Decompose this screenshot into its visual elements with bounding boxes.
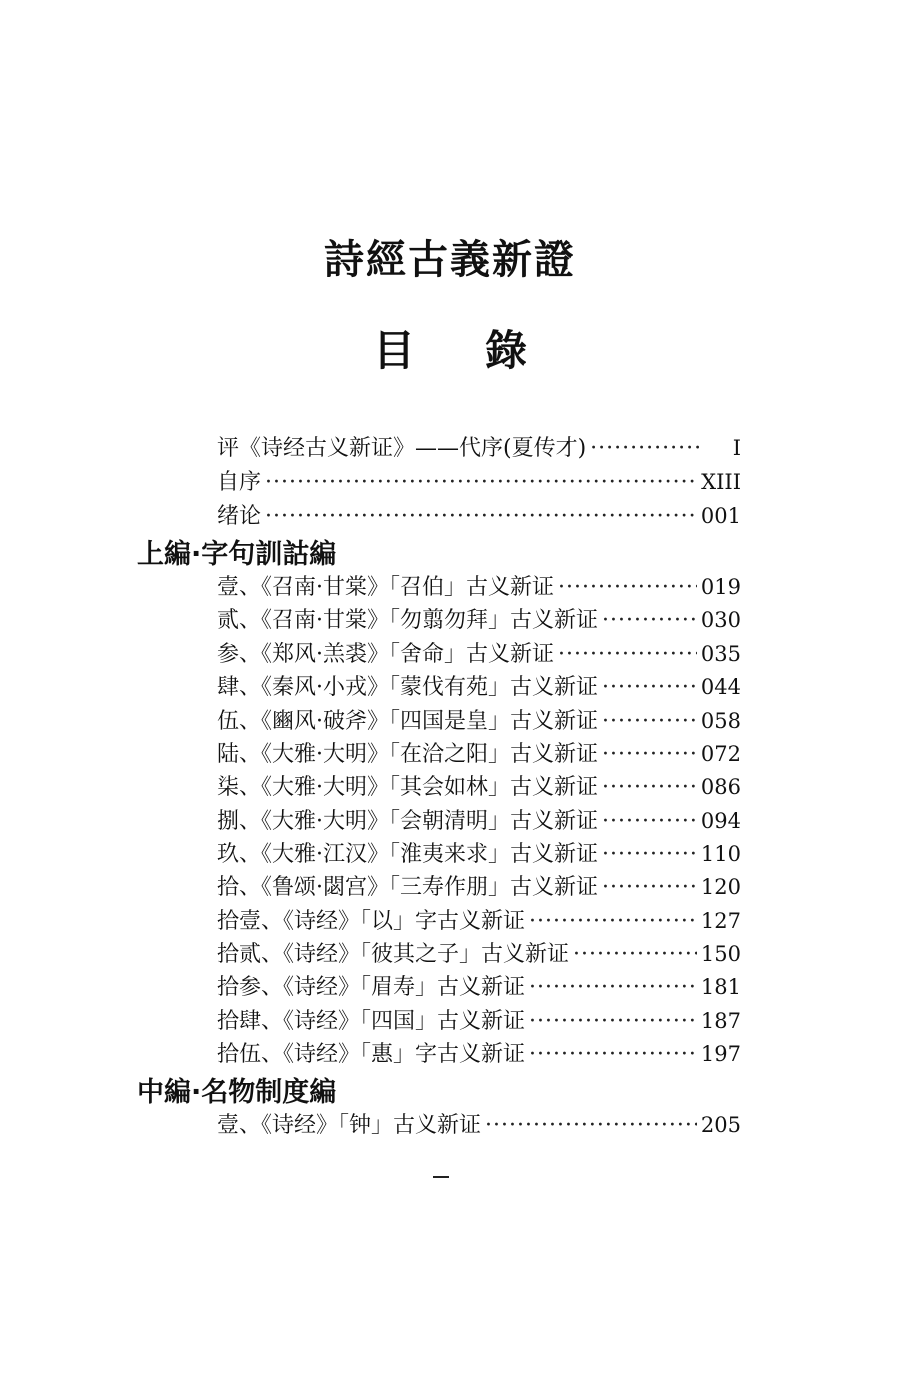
page-number: 197 (700, 1042, 741, 1066)
leader-dots (558, 642, 697, 667)
entry-title: 拾伍、《诗经》「惠」字古义新证 (217, 1042, 526, 1067)
page-number: 127 (700, 909, 741, 933)
toc-entry[interactable] (217, 1108, 741, 1142)
leader-dots (529, 1009, 697, 1034)
toc-heading: 目錄 (372, 326, 597, 375)
leader-dots (485, 1113, 697, 1138)
entry-title: 壹、《诗经》「钟」古义新证 (217, 1113, 482, 1138)
toc-entry[interactable] (217, 737, 741, 771)
page-number: 181 (700, 975, 741, 999)
leader-dots (602, 875, 697, 900)
page-number: 187 (700, 1009, 741, 1033)
entry-title: 拾、《鲁颂·閟宫》「三寿作朋」古义新证 (217, 875, 598, 900)
entry-title: 拾贰、《诗经》「彼其之子」古义新证 (217, 942, 570, 967)
leader-dots (602, 675, 697, 700)
leader-dots (602, 608, 697, 633)
leader-dots (602, 809, 697, 834)
page-number: 072 (700, 742, 741, 766)
toc-entry[interactable] (217, 904, 741, 938)
toc-entry[interactable] (217, 804, 741, 838)
entry-title: 壹、《召南·甘棠》「召伯」古义新证 (217, 575, 554, 600)
leader-dots (265, 470, 697, 495)
toc-entry-introduction[interactable] (217, 499, 741, 533)
toc-entry-preface-review[interactable] (217, 431, 741, 465)
page-number: 205 (700, 1113, 741, 1137)
page-number: I (732, 436, 741, 460)
book-title: 詩經古義新證 (324, 237, 576, 283)
page-number: 030 (700, 608, 741, 632)
leader-dots (602, 709, 697, 734)
entry-title: 贰、《召南·甘棠》「勿翦勿拜」古义新证 (217, 608, 598, 633)
page-number: 086 (700, 775, 741, 799)
section-heading-part2: 中編·名物制度編 (137, 1077, 337, 1108)
page-number: 058 (700, 709, 741, 733)
leader-dots (558, 575, 697, 600)
toc-entry-author-preface[interactable] (217, 465, 741, 499)
leader-dots (529, 909, 697, 934)
section-heading-part1: 上編·字句訓詁編 (137, 539, 337, 570)
page-number: 035 (700, 642, 741, 666)
page-number: 150 (700, 942, 741, 966)
leader-dots (573, 942, 697, 967)
entry-title: 参、《郑风·羔裘》「舍命」古义新证 (217, 642, 554, 667)
entry-title: 评《诗经古义新证》——代序(夏传才) (217, 436, 587, 461)
page-number: 110 (700, 842, 741, 866)
toc-entry[interactable] (217, 837, 741, 871)
entry-title: 拾壹、《诗经》「以」字古义新证 (217, 909, 526, 934)
entry-title: 陆、《大雅·大明》「在洽之阳」古义新证 (217, 742, 598, 767)
leader-dots (590, 436, 699, 461)
toc-entry[interactable] (217, 603, 741, 637)
toc-entry[interactable] (217, 937, 741, 971)
page-number: 120 (700, 875, 741, 899)
entry-title: 捌、《大雅·大明》「会朝清明」古义新证 (217, 809, 598, 834)
toc-entry[interactable] (217, 1037, 741, 1071)
toc-entry[interactable] (217, 670, 741, 704)
leader-dots (265, 504, 697, 529)
leader-dots (529, 975, 697, 1000)
page-number: 019 (700, 575, 741, 599)
leader-dots (529, 1042, 697, 1067)
toc-entry[interactable] (217, 637, 741, 671)
toc-entry[interactable] (217, 704, 741, 738)
page-number: 001 (700, 504, 741, 528)
toc-entry[interactable] (217, 570, 741, 604)
entry-title: 肆、《秦风·小戎》「蒙伐有苑」古义新证 (217, 675, 598, 700)
leader-dots (602, 775, 697, 800)
entry-title: 自序 (217, 470, 262, 495)
entry-title: 绪论 (217, 504, 262, 529)
page-folio (433, 1176, 449, 1178)
toc-entry[interactable] (217, 1004, 741, 1038)
entry-title: 拾肆、《诗经》「四国」古义新证 (217, 1009, 526, 1034)
toc-entry[interactable] (217, 770, 741, 804)
toc-entry[interactable] (217, 970, 741, 1004)
entry-title: 柒、《大雅·大明》「其会如林」古义新证 (217, 775, 598, 800)
leader-dots (602, 742, 697, 767)
page-number: 044 (700, 675, 741, 699)
leader-dots (602, 842, 697, 867)
entry-title: 玖、《大雅·江汉》「淮夷来求」古义新证 (217, 842, 598, 867)
entry-title: 拾参、《诗经》「眉寿」古义新证 (217, 975, 526, 1000)
entry-title: 伍、《豳风·破斧》「四国是皇」古义新证 (217, 709, 598, 734)
page-number: XIII (701, 470, 741, 494)
page-number: 094 (700, 809, 741, 833)
toc-entry[interactable] (217, 870, 741, 904)
